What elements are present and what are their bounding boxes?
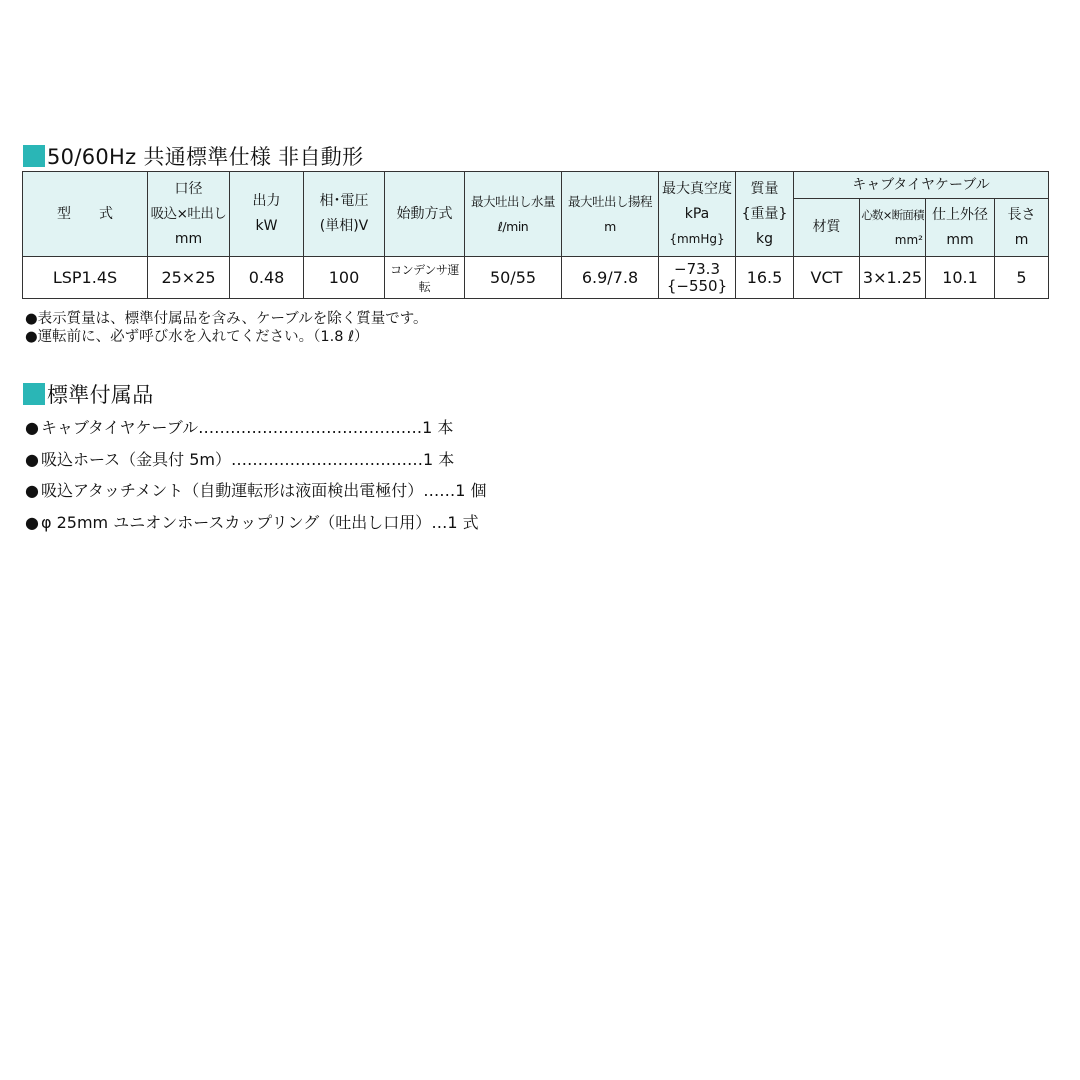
item-text: キャブタイヤケーブル xyxy=(40,418,199,437)
header-phase-voltage: 相･電圧 (単相)V xyxy=(304,172,385,257)
list-item xyxy=(25,507,487,539)
bullet-icon: ● xyxy=(25,449,39,469)
cell-vacuum: −73.3 {−550} xyxy=(659,257,736,299)
list-item xyxy=(25,475,487,507)
cell-head: 6.9/7.8 xyxy=(562,257,659,299)
bullet-icon: ● xyxy=(25,481,39,500)
cell-cable-material: VCT xyxy=(794,257,860,299)
heading-square-marker xyxy=(23,145,45,167)
item-qty: 1 式 xyxy=(447,512,479,532)
leader-dots: … xyxy=(431,512,448,532)
item-qty: 1 本 xyxy=(422,418,454,437)
header-output: 出力 kW xyxy=(230,172,304,257)
header-cable-od: 仕上外径 mm xyxy=(926,199,995,257)
cell-mass: 16.5 xyxy=(736,257,794,299)
leader-dots: …………………………………… xyxy=(198,418,423,437)
accessories-heading-title: 標準付属品 xyxy=(47,383,154,407)
header-cable-cores: 心数×断面積 mm² xyxy=(860,199,926,257)
accessories-heading xyxy=(23,379,154,409)
cell-output: 0.48 xyxy=(230,257,304,299)
spec-notes xyxy=(25,310,428,346)
cell-bore: 25×25 xyxy=(148,257,230,299)
item-text: 吸込ホース（金具付 5m） xyxy=(40,449,232,469)
list-item xyxy=(25,412,487,444)
header-mass: 質量 {重量} kg xyxy=(736,172,794,257)
cell-flow: 50/55 xyxy=(465,257,562,299)
list-item xyxy=(25,444,487,476)
bullet-icon: ● xyxy=(25,512,39,532)
heading-square-marker xyxy=(23,383,45,405)
cell-cable-od: 10.1 xyxy=(926,257,995,299)
header-max-vacuum: 最大真空度 kPa {mmHg} xyxy=(659,172,736,257)
header-model: 型 式 xyxy=(23,172,148,257)
leader-dots: …… xyxy=(423,481,456,500)
note-mass: ●表示質量は、標準付属品を含み、ケーブルを除く質量です。 xyxy=(25,311,428,327)
spec-table xyxy=(22,171,1049,299)
header-max-head: 最大吐出し揚程 m xyxy=(562,172,659,257)
accessories-list xyxy=(25,412,487,538)
spec-heading xyxy=(23,141,363,171)
header-cable-group: キャブタイヤケーブル xyxy=(794,172,1049,199)
header-start-method: 始動方式 xyxy=(385,172,465,257)
table-row xyxy=(23,257,1049,299)
header-cable-material: 材質 xyxy=(794,199,860,257)
cell-voltage: 100 xyxy=(304,257,385,299)
header-cable-length: 長さ m xyxy=(995,199,1049,257)
cell-model: LSP1.4S xyxy=(23,257,148,299)
item-text: 吸込アタッチメント（自動運転形は液面検出電極付） xyxy=(40,481,424,500)
header-max-flow: 最大吐出し水量 ℓ/min xyxy=(465,172,562,257)
cell-start-method: コンデンサ運転 xyxy=(385,257,465,299)
cell-cable-cores: 3×1.25 xyxy=(860,257,926,299)
leader-dots: ……………………………… xyxy=(231,449,424,469)
header-bore: 口径 吸込×吐出し mm xyxy=(148,172,230,257)
note-priming: ●運転前に、必ず呼び水を入れてください。（1.8 ℓ） xyxy=(25,329,369,345)
item-qty: 1 本 xyxy=(423,449,455,469)
item-qty: 1 個 xyxy=(455,481,487,500)
item-text: φ 25mm ユニオンホースカップリング（吐出し口用） xyxy=(40,512,432,532)
bullet-icon: ● xyxy=(25,418,39,437)
spec-heading-title: 50/60Hz 共通標準仕様 非自動形 xyxy=(47,145,364,169)
cell-cable-length: 5 xyxy=(995,257,1049,299)
